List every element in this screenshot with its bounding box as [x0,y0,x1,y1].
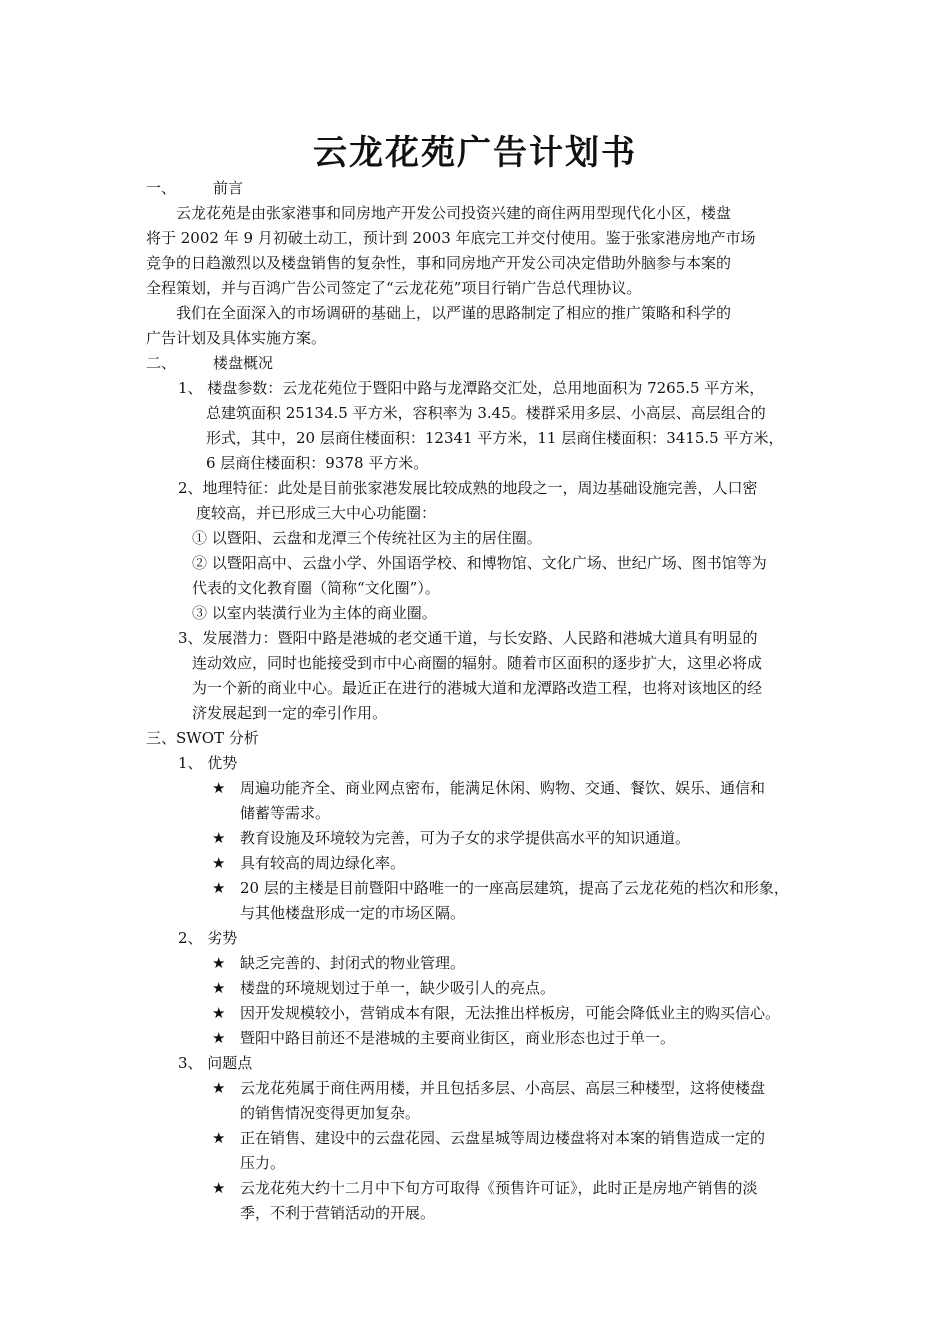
circle-item-line: ① 以暨阳、云盘和龙潭三个传统社区为主的居住圈。 [192,529,542,547]
star-bullet-icon: ★ [212,1129,226,1147]
bullet-line: 具有较高的周边绿化率。 [240,854,406,872]
paragraph-line: 全程策划，并与百鸿广告公司签定了“云龙花苑”项目行销广告总代理协议。 [146,279,642,297]
document-title: 云龙花苑广告计划书 [313,133,637,173]
star-bullet-icon: ★ [212,1179,226,1197]
star-bullet-icon: ★ [212,1004,226,1022]
paragraph-line: 我们在全面深入的市场调研的基础上，以严谨的思路制定了相应的推广策略和科学的 [176,304,732,322]
subsection-label: 1、 优势 [178,754,238,772]
star-bullet-icon: ★ [212,854,226,872]
list-item-line: 为一个新的商业中心。最近正在进行的港城大道和龙潭路改造工程，也将对该地区的经 [192,679,763,697]
list-item-line: 度较高，并已形成三大中心功能圈： [196,504,437,522]
bullet-line: 教育设施及环境较为完善，可为子女的求学提供高水平的知识通道。 [240,829,691,847]
bullet-line: 云龙花苑属于商住两用楼，并且包括多层、小高层、高层三种楼型，这将使楼盘 [240,1079,766,1097]
bullet-line: 20 层的主楼是目前暨阳中路唯一的一座高层建筑，提高了云龙花苑的档次和形象， [240,879,789,897]
star-bullet-icon: ★ [212,879,226,897]
list-item-line: 1、 楼盘参数：云龙花苑位于暨阳中路与龙潭路交汇处，总用地面积为 7265.5 平方米， [178,379,765,397]
section-1-heading: 前言 [213,179,244,197]
star-bullet-icon: ★ [212,979,226,997]
list-item-line: 形式，其中，20 层商住楼面积：12341 平方米，11 层商住楼面积：3415.5 平方米， [206,429,784,447]
bullet-line: 与其他楼盘形成一定的市场区隔。 [240,904,466,922]
star-bullet-icon: ★ [212,1029,226,1047]
list-item-line: 6 层商住楼面积：9378 平方米。 [206,454,429,472]
section-3-heading: 三、SWOT 分析 [146,729,259,747]
subsection-label: 3、 问题点 [178,1054,253,1072]
list-item-line: 3、发展潜力：暨阳中路是港城的老交通干道，与长安路、人民路和港城大道具有明显的 [178,629,758,647]
star-bullet-icon: ★ [212,1079,226,1097]
bullet-line: 周遍功能齐全、商业网点密布，能满足休闲、购物、交通、餐饮、娱乐、通信和 [240,779,766,797]
paragraph-line: 云龙花苑是由张家港事和同房地产开发公司投资兴建的商住两用型现代化小区，楼盘 [176,204,732,222]
paragraph-line: 竞争的日趋激烈以及楼盘销售的复杂性，事和同房地产开发公司决定借助外脑参与本案的 [146,254,732,272]
subsection-label: 2、 劣势 [178,929,238,947]
list-item-line: 连动效应，同时也能接受到市中心商圈的辐射。随着市区面积的逐步扩大，这里必将成 [192,654,763,672]
bullet-line: 压力。 [240,1154,286,1172]
bullet-line: 云龙花苑大约十二月中下旬方可取得《预售许可证》，此时正是房地产销售的淡 [240,1179,758,1197]
bullet-line: 缺乏完善的、封闭式的物业管理。 [240,954,466,972]
circle-item-line: ② 以暨阳高中、云盘小学、外国语学校、和博物馆、文化广场、世纪广场、图书馆等为 [192,554,767,572]
paragraph-line: 广告计划及具体实施方案。 [146,329,327,347]
bullet-line: 季，不利于营销活动的开展。 [240,1204,436,1222]
bullet-line: 楼盘的环境规划过于单一，缺少吸引人的亮点。 [240,979,556,997]
list-item-line: 济发展起到一定的牵引作用。 [192,704,388,722]
circle-item-line: 代表的文化教育圈（简称“文化圈”）。 [192,579,440,597]
star-bullet-icon: ★ [212,954,226,972]
bullet-line: 正在销售、建设中的云盘花园、云盘星城等周边楼盘将对本案的销售造成一定的 [240,1129,766,1147]
circle-item-line: ③ 以室内装潢行业为主体的商业圈。 [192,604,437,622]
bullet-line: 暨阳中路目前还不是港城的主要商业街区，商业形态也过于单一。 [240,1029,676,1047]
section-2-number: 二、 [146,354,177,372]
star-bullet-icon: ★ [212,779,226,797]
bullet-line: 因开发规模较小，营销成本有限，无法推出样板房，可能会降低业主的购买信心。 [240,1004,781,1022]
star-bullet-icon: ★ [212,829,226,847]
paragraph-line: 将于 2002 年 9 月初破土动工，预计到 2003 年底完工并交付使用。鉴于张家港房地产市场 [146,229,756,247]
bullet-line: 储蓄等需求。 [240,804,331,822]
section-2-heading: 楼盘概况 [213,354,274,372]
list-item-line: 总建筑面积 25134.5 平方米，容积率为 3.45。楼群采用多层、小高层、高层组合的 [206,404,766,422]
list-item-line: 2、地理特征：此处是目前张家港发展比较成熟的地段之一，周边基础设施完善，人口密 [178,479,758,497]
section-1-number: 一、 [146,179,177,197]
bullet-line: 的销售情况变得更加复杂。 [240,1104,421,1122]
